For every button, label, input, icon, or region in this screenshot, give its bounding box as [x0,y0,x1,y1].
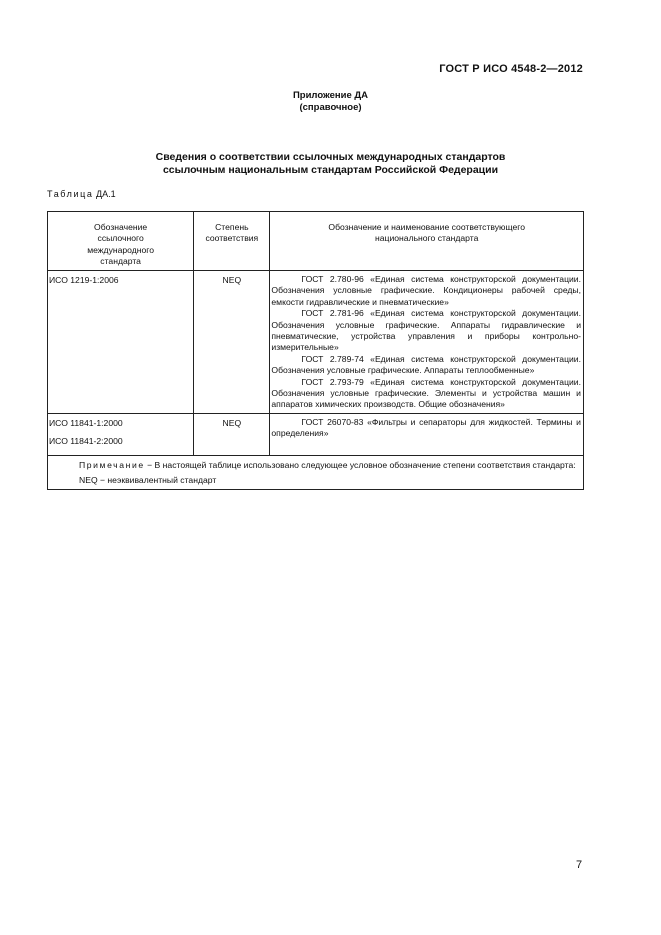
international-standard-code: ИСО 11841-2:2000 [49,436,123,447]
degree-cell: NEQ [194,413,270,455]
table-caption-id: ДА.1 [96,189,116,199]
international-standard-cell [48,413,194,455]
appendix-heading [0,90,661,114]
national-standard-entry: ГОСТ 2.789-74 «Единая система конструкторской документации. Обозначения условные графические. Аппараты теплообменные» [271,353,581,376]
document-title-line-2: ссылочным национальным стандартам Российской Федерации [162,164,499,176]
document-title-line-1: Сведения о соответствии ссылочных международных стандартов [155,151,506,163]
international-standard-cell [48,271,194,414]
table-note [48,455,584,489]
note-label: Примечание [79,459,145,470]
note-body: − В настоящей таблице использовано следующее условное обозначение степени соответствия стандарта: [144,459,576,470]
degree-cell: NEQ [194,271,270,414]
national-standard-entry: ГОСТ 26070-83 «Фильтры и сепараторы для жидкостей. Термины и определения» [271,416,581,439]
document-title [0,151,661,177]
appendix-title: Приложение ДА [292,90,369,101]
correspondence-table [47,211,584,490]
national-standard-cell [270,413,584,455]
header-international-standard: Обозначение ссылочного международного стандарта [48,212,194,271]
header-national-standard: Обозначение и наименование соответствующего национального стандарта [270,212,584,271]
appendix-subtitle: (справочное) [299,102,362,113]
national-standard-entry: ГОСТ 2.780-96 «Единая система конструкторской документации. Обозначения условные графические. Кондиционеры рабочей среды, емкости гидравлические и пневматические» [271,274,581,307]
table-row [48,271,584,414]
national-standard-entry: ГОСТ 2.793-79 «Единая система конструкторской документации. Обозначения условные графические. Элементы и устройства машин и аппаратов химических производств. Общие обозначения» [271,376,581,410]
table-caption-word: Таблица [47,189,94,199]
note-text [49,460,580,471]
table-note-row [48,455,584,489]
national-standard-cell [270,271,584,414]
table-row [48,413,584,455]
note-definition: NEQ − неэквивалентный стандарт [79,475,217,486]
international-standard-code: ИСО 1219-1:2006 [49,275,119,285]
table-caption [47,189,116,199]
header-degree-of-correspondence: Степень соответствия [194,212,270,271]
national-standard-entry: ГОСТ 2.781-96 «Единая система конструкторской документации. Обозначения условные графические. Аппараты гидравлические и пневматические, устройства управления и приборы контрольно-измерительные» [271,308,581,353]
standard-designation: ГОСТ Р ИСО 4548-2—2012 [439,63,583,75]
international-standard-code: ИСО 11841-1:2000 [49,417,123,428]
table-header-row [48,212,584,271]
page-number: 7 [576,859,583,871]
